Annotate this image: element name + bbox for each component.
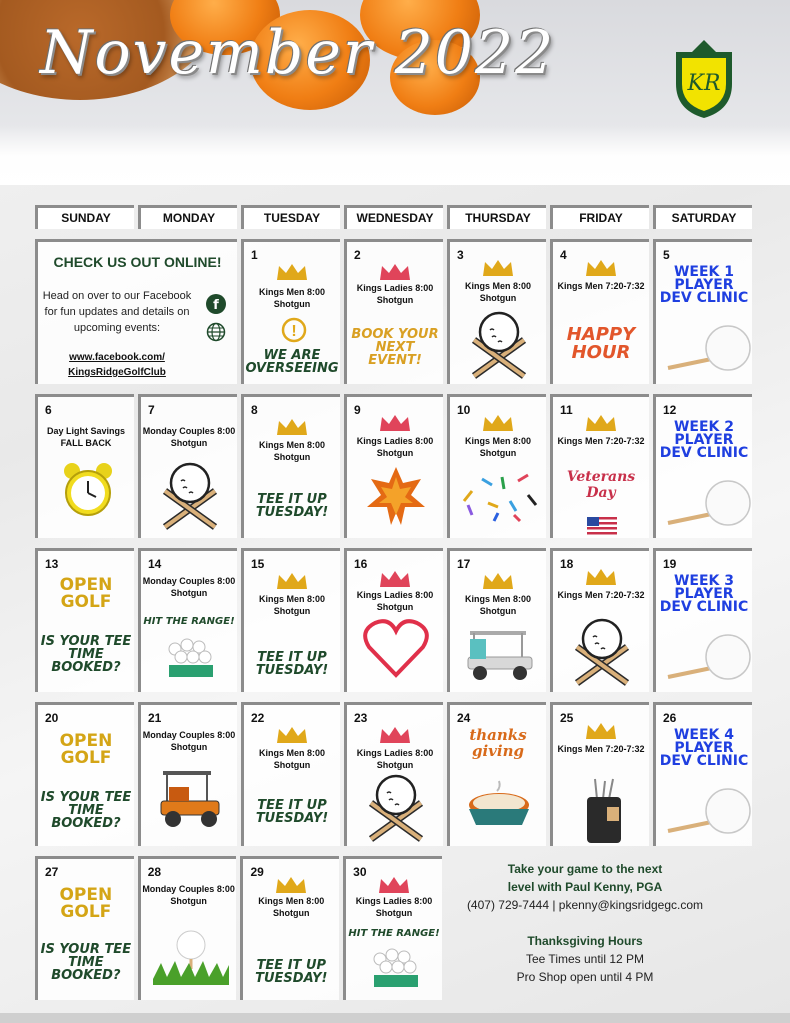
thanksgiving-text: thanks giving <box>469 726 527 760</box>
tee-time-text: IS YOUR TEE TIME BOOKED? <box>40 790 132 831</box>
day-cell-24 <box>447 702 546 846</box>
golf-heart-icon <box>363 617 429 679</box>
day-number: 19 <box>663 557 677 571</box>
day-cell-5 <box>653 239 752 384</box>
range-bucket-icon <box>366 945 426 993</box>
club-logo <box>670 38 738 120</box>
tee-it-up-text: TEE IT UP TUESDAY! <box>255 492 329 520</box>
footer-bar <box>0 1013 790 1023</box>
crown-icon <box>378 262 412 282</box>
crown-icon <box>275 262 309 282</box>
clinic-text: WEEK 4 PLAYER DEV CLINIC <box>659 727 749 769</box>
event-text: Kings Men 8:00 Shotgun <box>464 594 531 616</box>
day-number: 17 <box>457 557 471 571</box>
range-bucket-icon <box>161 633 221 683</box>
week-row <box>35 394 755 538</box>
day-cell-11 <box>550 394 649 538</box>
golf-ball-tees-icon <box>571 617 633 687</box>
event-text: Kings Men 7:20-7:32 <box>557 590 645 600</box>
day-cell-18 <box>550 548 649 692</box>
day-number: 7 <box>148 403 155 417</box>
weekday-wednesday: WEDNESDAY <box>344 205 443 229</box>
holiday-hours-line: Tee Times until 12 PM <box>525 952 645 966</box>
golf-tees-icon <box>458 471 542 525</box>
event-text: Kings Ladies 8:00 Shotgun <box>356 590 434 612</box>
day-number: 26 <box>663 711 677 725</box>
day-number: 24 <box>457 711 471 725</box>
day-number: 28 <box>147 865 162 879</box>
day-cell-6 <box>35 394 134 538</box>
day-number: 12 <box>663 403 677 417</box>
golf-ball-on-grass-icon <box>151 923 231 987</box>
weekday-header <box>35 205 755 229</box>
day-number: 18 <box>560 557 574 571</box>
event-text: Kings Men 8:00 Shotgun <box>258 748 325 770</box>
day-cell-8 <box>241 394 340 538</box>
weekday-thursday: THURSDAY <box>447 205 546 229</box>
day-number: 4 <box>560 248 567 262</box>
happy-hour-text: HAPPY HOUR <box>566 324 636 363</box>
day-number: 6 <box>45 403 52 417</box>
day-number: 5 <box>663 248 670 262</box>
promo-line: level with Paul Kenny, PGA <box>507 880 663 894</box>
tee-it-up-text: TEE IT UP TUESDAY! <box>255 650 329 678</box>
day-cell-13 <box>35 548 134 692</box>
golf-ball-tee-icon <box>664 783 752 839</box>
day-cell-26 <box>653 702 752 846</box>
crown-icon <box>584 258 618 278</box>
day-number: 25 <box>560 711 574 725</box>
day-cell-2 <box>344 239 443 384</box>
event-text: Kings Men 8:00 Shotgun <box>464 281 531 303</box>
page-title: November 2022 <box>40 18 556 88</box>
event-text: Day Light Savings FALL BACK <box>46 426 126 448</box>
day-number: 21 <box>148 711 162 725</box>
golf-ball-tees-icon <box>468 310 530 380</box>
svg-text:f: f <box>213 298 219 313</box>
day-cell-12 <box>653 394 752 538</box>
day-number: 30 <box>353 865 367 879</box>
day-number: 22 <box>251 711 265 725</box>
crown-icon <box>378 569 412 589</box>
open-golf-text: OPEN GOLF <box>59 575 113 612</box>
day-cell-16 <box>344 548 443 692</box>
veterans-day-text: Veterans Day <box>566 469 636 501</box>
clinic-text: WEEK 2 PLAYER DEV CLINIC <box>659 419 749 461</box>
day-cell-17 <box>447 548 546 692</box>
golf-ball-tees-icon <box>365 773 427 843</box>
day-number: 29 <box>250 865 264 879</box>
golf-ball-tee-icon <box>664 629 752 685</box>
clinic-text: WEEK 3 PLAYER DEV CLINIC <box>659 573 749 615</box>
event-text: Monday Couples 8:00 Shotgun <box>142 884 235 906</box>
day-cell-29 <box>240 856 339 1000</box>
event-text: Kings Men 8:00 Shotgun <box>258 896 325 918</box>
holiday-hours-line: Pro Shop open until 4 PM <box>516 970 654 984</box>
day-number: 3 <box>457 248 464 262</box>
golf-cart-icon <box>155 767 225 833</box>
day-number: 27 <box>45 865 59 879</box>
alarm-clock-icon <box>62 461 114 521</box>
event-text: Kings Men 7:20-7:32 <box>557 281 645 291</box>
clinic-text: WEEK 1 PLAYER DEV CLINIC <box>659 264 749 306</box>
book-event-text: BOOK YOUR NEXT EVENT! <box>351 327 439 368</box>
day-number: 20 <box>45 711 59 725</box>
crown-icon <box>481 413 515 433</box>
tee-it-up-text: TEE IT UP TUESDAY! <box>255 958 328 986</box>
day-number: 9 <box>354 403 361 417</box>
open-golf-text: OPEN GOLF <box>59 731 113 768</box>
online-body: Head on over to our Facebook for fun updates and details on upcoming events: <box>42 290 192 334</box>
promo-block <box>425 860 745 986</box>
online-title: CHECK US OUT ONLINE! <box>53 254 222 270</box>
day-number: 2 <box>354 248 361 262</box>
day-cell-27 <box>35 856 134 1000</box>
crown-icon <box>584 413 618 433</box>
day-cell-15 <box>241 548 340 692</box>
weekday-monday: MONDAY <box>138 205 237 229</box>
svg-text:!: ! <box>291 323 297 340</box>
crown-icon <box>378 413 412 433</box>
event-text: Kings Men 7:20-7:32 <box>557 436 645 446</box>
day-number: 8 <box>251 403 258 417</box>
crown-icon <box>378 725 412 745</box>
alert-icon <box>281 317 307 343</box>
event-text: Kings Ladies 8:00 Shotgun <box>355 896 433 918</box>
day-number: 16 <box>354 557 368 571</box>
golf-ball-tee-icon <box>664 320 752 376</box>
weekday-friday: FRIDAY <box>550 205 649 229</box>
crown-icon <box>584 721 618 741</box>
event-text: Kings Men 8:00 Shotgun <box>258 594 325 616</box>
pie-icon <box>466 779 532 837</box>
tee-time-text: IS YOUR TEE TIME BOOKED? <box>40 634 132 675</box>
hit-range-text: HIT THE RANGE! <box>143 616 235 627</box>
week-row <box>35 548 755 692</box>
day-cell-10 <box>447 394 546 538</box>
day-cell-4 <box>550 239 649 384</box>
promo-line: Take your game to the next <box>507 862 663 876</box>
event-text: Kings Men 8:00 Shotgun <box>464 436 531 458</box>
event-text: Monday Couples 8:00 Shotgun <box>142 576 236 598</box>
day-cell-20 <box>35 702 134 846</box>
day-number: 10 <box>457 403 471 417</box>
crown-icon <box>377 875 411 895</box>
day-number: 11 <box>560 403 573 417</box>
week-row <box>35 702 755 846</box>
day-number: 15 <box>251 557 265 571</box>
day-cell-25 <box>550 702 649 846</box>
tee-it-up-text: TEE IT UP TUESDAY! <box>255 798 329 826</box>
overseeding-notice: WE ARE OVERSEEING <box>245 348 339 376</box>
crown-icon <box>584 567 618 587</box>
contact-info[interactable]: (407) 729-7444 | pkenny@kingsridgegc.com <box>466 898 704 912</box>
logo-monogram: KR <box>687 71 721 96</box>
day-number: 23 <box>354 711 368 725</box>
online-box <box>35 239 237 384</box>
day-cell-9 <box>344 394 443 538</box>
event-text: Monday Couples 8:00 Shotgun <box>142 426 236 448</box>
golf-bag-icon <box>577 777 629 845</box>
day-number: 1 <box>251 248 258 262</box>
header-banner <box>0 0 790 185</box>
autumn-leaves-icon <box>363 463 429 529</box>
open-golf-text: OPEN GOLF <box>59 885 113 922</box>
hit-range-text: HIT THE RANGE! <box>348 928 440 939</box>
crown-icon <box>481 571 515 591</box>
event-text: Kings Ladies 8:00 Shotgun <box>356 283 434 305</box>
day-cell-28 <box>138 856 237 1000</box>
event-text: Kings Men 8:00 Shotgun <box>258 287 325 309</box>
tee-time-text: IS YOUR TEE TIME BOOKED? <box>40 942 132 983</box>
crown-icon <box>274 875 308 895</box>
day-cell-19 <box>653 548 752 692</box>
event-text: Kings Men 8:00 Shotgun <box>258 440 325 462</box>
us-flag-icon <box>587 517 617 535</box>
crown-icon <box>481 258 515 278</box>
brush-stroke <box>0 125 790 185</box>
day-cell-3 <box>447 239 546 384</box>
day-number: 13 <box>45 557 59 571</box>
event-text: Kings Men 7:20-7:32 <box>557 744 645 754</box>
golf-cart-icon <box>462 627 538 683</box>
event-text: Kings Ladies 8:00 Shotgun <box>356 748 434 770</box>
event-text: Monday Couples 8:00 Shotgun <box>142 730 236 752</box>
day-cell-22 <box>241 702 340 846</box>
crown-icon <box>275 417 309 437</box>
facebook-icon[interactable] <box>206 294 226 314</box>
golf-ball-tee-icon <box>664 475 752 531</box>
day-cell-7 <box>138 394 237 538</box>
globe-icon[interactable] <box>206 322 226 342</box>
facebook-link[interactable]: www.facebook.com/ KingsRidgeGolfClub <box>68 352 166 378</box>
day-number: 14 <box>148 557 162 571</box>
weekday-saturday: SATURDAY <box>653 205 752 229</box>
day-cell-21 <box>138 702 237 846</box>
day-cell-14 <box>138 548 237 692</box>
golf-ball-tees-icon <box>159 461 221 531</box>
week-row <box>35 239 755 384</box>
holiday-hours-heading: Thanksgiving Hours <box>527 934 643 948</box>
weekday-sunday: SUNDAY <box>35 205 134 229</box>
event-text: Kings Ladies 8:00 Shotgun <box>356 436 434 458</box>
crown-icon <box>275 725 309 745</box>
day-cell-1 <box>241 239 340 384</box>
crown-icon <box>275 571 309 591</box>
day-cell-23 <box>344 702 443 846</box>
weekday-tuesday: TUESDAY <box>241 205 340 229</box>
